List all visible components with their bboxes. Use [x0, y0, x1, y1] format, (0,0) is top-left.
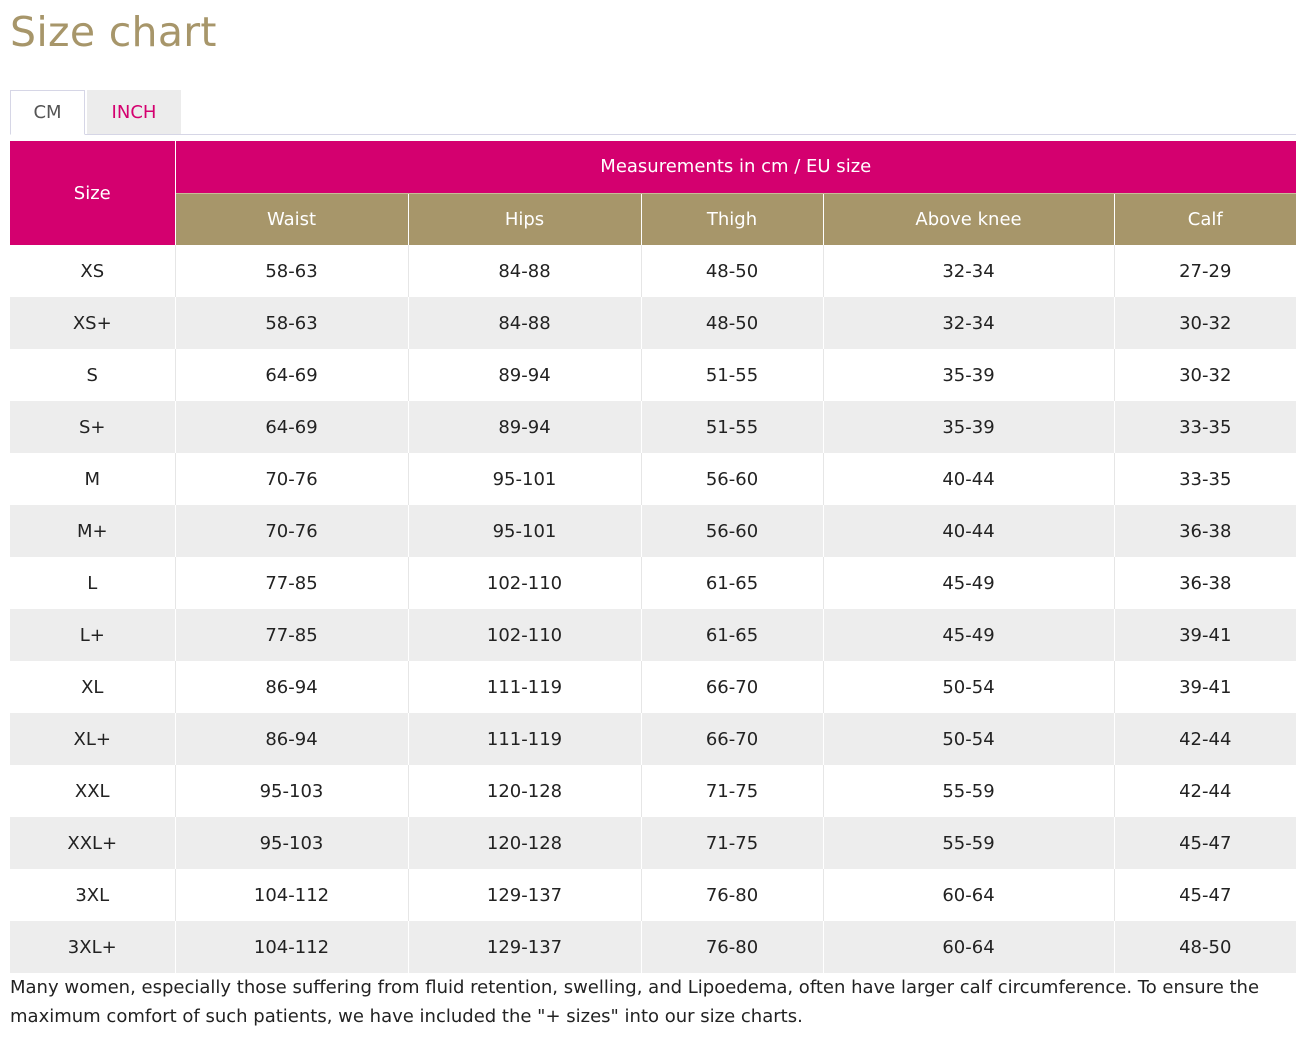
cell-calf: 48-50 — [1114, 921, 1296, 973]
cell-size: XXL — [10, 765, 175, 817]
table-row — [10, 609, 1296, 661]
cell-above-knee: 50-54 — [823, 713, 1114, 765]
cell-calf: 42-44 — [1114, 713, 1296, 765]
cell-size: 3XL — [10, 869, 175, 921]
size-column-header: Size — [10, 141, 175, 245]
cell-thigh: 48-50 — [641, 245, 823, 297]
table-row — [10, 505, 1296, 557]
cell-thigh: 51-55 — [641, 401, 823, 453]
cell-size: XS+ — [10, 297, 175, 349]
cell-thigh: 48-50 — [641, 297, 823, 349]
unit-tabs — [10, 90, 1296, 135]
cell-size: M+ — [10, 505, 175, 557]
table-row — [10, 453, 1296, 505]
cell-waist: 95-103 — [175, 765, 408, 817]
cell-above-knee: 35-39 — [823, 349, 1114, 401]
table-row — [10, 401, 1296, 453]
table-row — [10, 869, 1296, 921]
cell-waist: 104-112 — [175, 869, 408, 921]
cell-waist: 77-85 — [175, 557, 408, 609]
cell-waist: 86-94 — [175, 661, 408, 713]
cell-above-knee: 55-59 — [823, 765, 1114, 817]
cell-thigh: 66-70 — [641, 661, 823, 713]
tab-inch[interactable]: INCH — [87, 90, 181, 134]
table-row — [10, 817, 1296, 869]
cell-thigh: 76-80 — [641, 869, 823, 921]
size-table — [10, 141, 1296, 973]
table-row — [10, 245, 1296, 297]
cell-above-knee: 60-64 — [823, 869, 1114, 921]
cell-calf: 39-41 — [1114, 609, 1296, 661]
cell-waist: 77-85 — [175, 609, 408, 661]
cell-waist: 64-69 — [175, 401, 408, 453]
cell-thigh: 61-65 — [641, 609, 823, 661]
cell-above-knee: 35-39 — [823, 401, 1114, 453]
cell-hips: 95-101 — [408, 505, 641, 557]
footnote: Many women, especially those suffering from fluid retention, swelling, and Lipoedema, often have larger calf circumference. To ensure the maximum comfort of such patients, we have included the "+ sizes" into our size charts. — [10, 977, 1260, 1027]
cell-waist: 104-112 — [175, 921, 408, 973]
table-row — [10, 349, 1296, 401]
cell-calf: 30-32 — [1114, 297, 1296, 349]
cell-thigh: 51-55 — [641, 349, 823, 401]
cell-size: L — [10, 557, 175, 609]
cell-thigh: 71-75 — [641, 765, 823, 817]
cell-thigh: 56-60 — [641, 453, 823, 505]
cell-thigh: 66-70 — [641, 713, 823, 765]
cell-waist: 58-63 — [175, 245, 408, 297]
table-row — [10, 297, 1296, 349]
cell-calf: 33-35 — [1114, 453, 1296, 505]
cell-size: L+ — [10, 609, 175, 661]
cell-above-knee: 32-34 — [823, 297, 1114, 349]
cell-above-knee: 60-64 — [823, 921, 1114, 973]
cell-thigh: 61-65 — [641, 557, 823, 609]
cell-hips: 102-110 — [408, 609, 641, 661]
cell-above-knee: 40-44 — [823, 505, 1114, 557]
cell-calf: 39-41 — [1114, 661, 1296, 713]
cell-size: XXL+ — [10, 817, 175, 869]
cell-hips: 111-119 — [408, 713, 641, 765]
cell-hips: 129-137 — [408, 921, 641, 973]
cell-size: M — [10, 453, 175, 505]
cell-calf: 45-47 — [1114, 869, 1296, 921]
tab-cm[interactable]: CM — [10, 90, 85, 135]
cell-hips: 89-94 — [408, 349, 641, 401]
table-row — [10, 661, 1296, 713]
column-header-hips: Hips — [408, 193, 641, 245]
column-header-thigh: Thigh — [641, 193, 823, 245]
cell-above-knee: 32-34 — [823, 245, 1114, 297]
table-row — [10, 557, 1296, 609]
cell-waist: 70-76 — [175, 453, 408, 505]
cell-size: XL — [10, 661, 175, 713]
cell-hips: 111-119 — [408, 661, 641, 713]
cell-waist: 95-103 — [175, 817, 408, 869]
cell-thigh: 71-75 — [641, 817, 823, 869]
cell-size: S+ — [10, 401, 175, 453]
column-header-above-knee: Above knee — [823, 193, 1114, 245]
cell-above-knee: 45-49 — [823, 557, 1114, 609]
cell-waist: 64-69 — [175, 349, 408, 401]
cell-above-knee: 55-59 — [823, 817, 1114, 869]
cell-hips: 89-94 — [408, 401, 641, 453]
table-row — [10, 765, 1296, 817]
measurements-group-header: Measurements in cm / EU size — [175, 141, 1296, 193]
cell-hips: 84-88 — [408, 245, 641, 297]
table-body — [10, 245, 1296, 973]
cell-calf: 27-29 — [1114, 245, 1296, 297]
cell-calf: 42-44 — [1114, 765, 1296, 817]
cell-hips: 95-101 — [408, 453, 641, 505]
cell-above-knee: 40-44 — [823, 453, 1114, 505]
cell-calf: 36-38 — [1114, 505, 1296, 557]
page-title: Size chart — [10, 8, 217, 56]
cell-hips: 129-137 — [408, 869, 641, 921]
table-row — [10, 713, 1296, 765]
cell-calf: 36-38 — [1114, 557, 1296, 609]
column-header-waist: Waist — [175, 193, 408, 245]
cell-thigh: 56-60 — [641, 505, 823, 557]
cell-above-knee: 45-49 — [823, 609, 1114, 661]
cell-hips: 102-110 — [408, 557, 641, 609]
cell-size: 3XL+ — [10, 921, 175, 973]
cell-waist: 86-94 — [175, 713, 408, 765]
cell-hips: 120-128 — [408, 765, 641, 817]
cell-calf: 45-47 — [1114, 817, 1296, 869]
cell-thigh: 76-80 — [641, 921, 823, 973]
cell-calf: 33-35 — [1114, 401, 1296, 453]
cell-size: XS — [10, 245, 175, 297]
cell-above-knee: 50-54 — [823, 661, 1114, 713]
cell-calf: 30-32 — [1114, 349, 1296, 401]
cell-waist: 58-63 — [175, 297, 408, 349]
cell-size: S — [10, 349, 175, 401]
table-row — [10, 921, 1296, 973]
cell-hips: 84-88 — [408, 297, 641, 349]
column-header-calf: Calf — [1114, 193, 1296, 245]
cell-waist: 70-76 — [175, 505, 408, 557]
cell-hips: 120-128 — [408, 817, 641, 869]
cell-size: XL+ — [10, 713, 175, 765]
size-chart-page — [0, 0, 1309, 135]
